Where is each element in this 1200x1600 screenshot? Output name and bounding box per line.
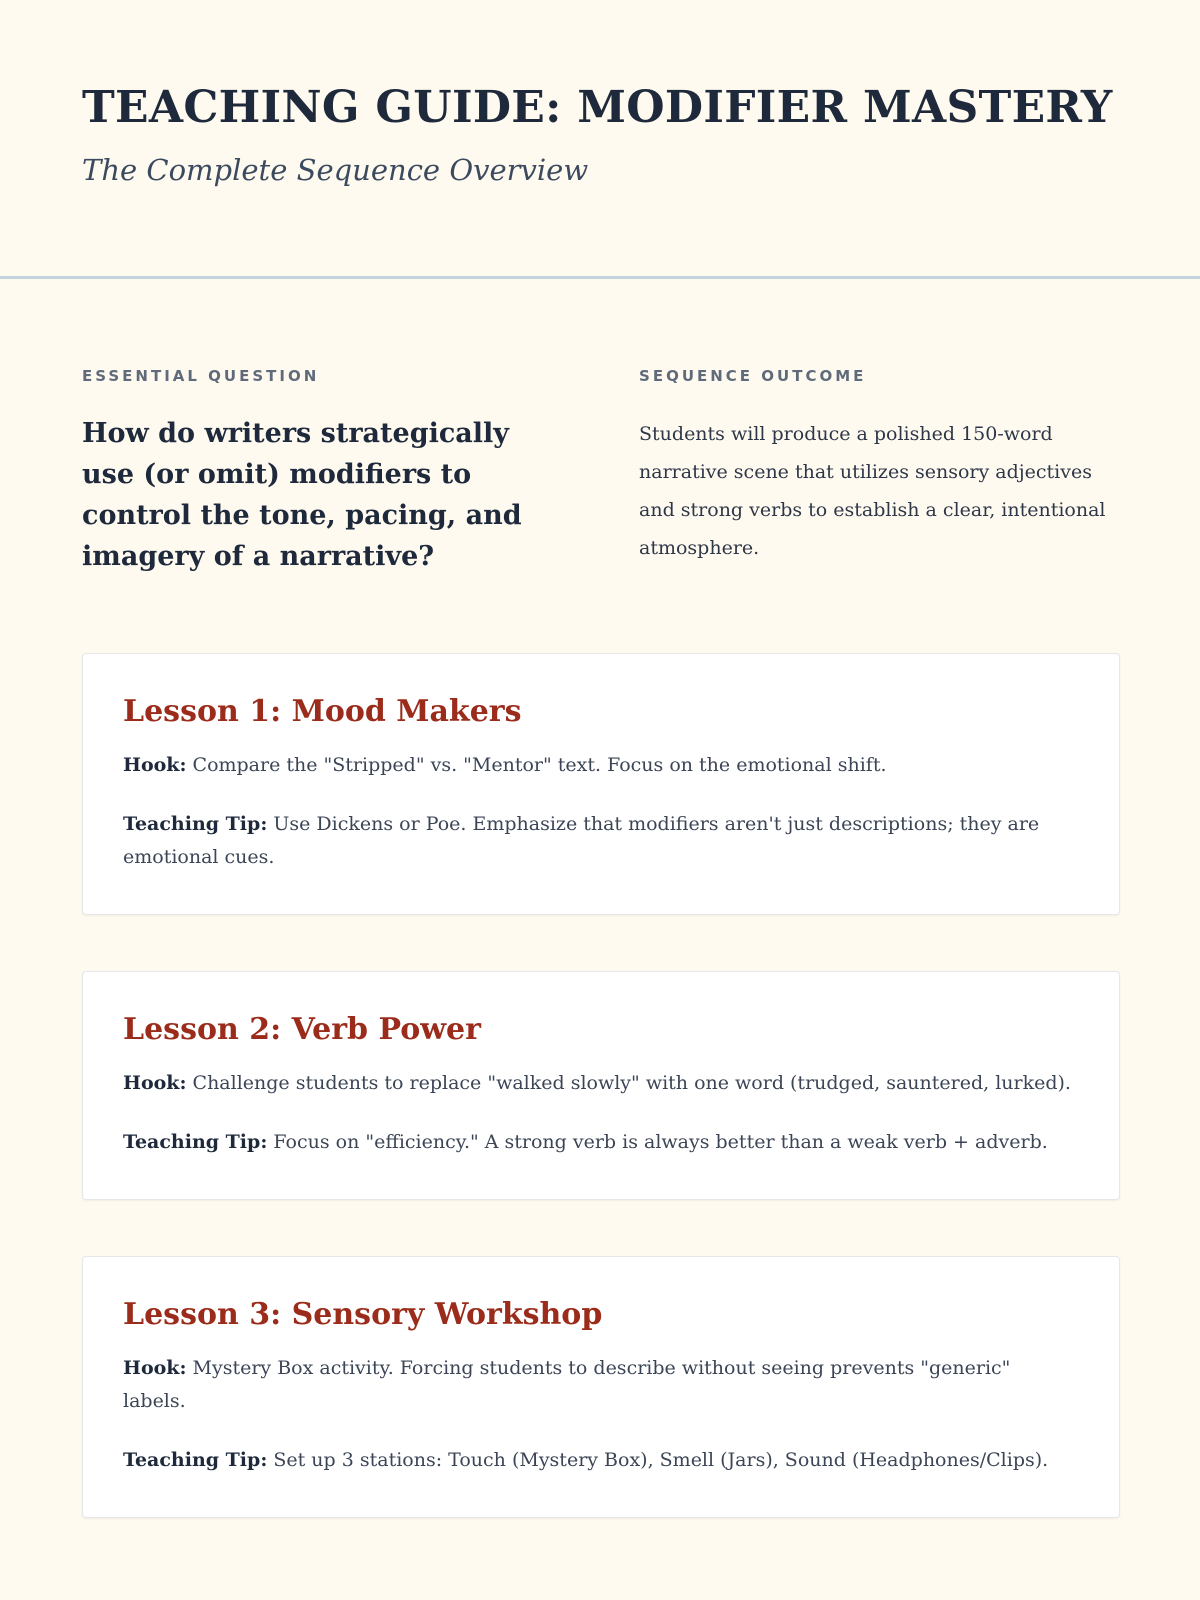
lesson-tip — [123, 808, 1079, 874]
essential-question-label: ESSENTIAL QUESTION — [82, 367, 320, 385]
hook-text: Challenge students to replace "walked slowly" with one word (trudged, sauntered, lurked). — [192, 1072, 1071, 1094]
sequence-outcome-label: SEQUENCE OUTCOME — [639, 367, 867, 385]
tip-text: Focus on "efficiency." A strong verb is always better than a weak verb + adverb. — [273, 1131, 1048, 1153]
essential-question-section — [82, 367, 551, 577]
tip-text: Use Dickens or Poe. Emphasize that modifiers aren't just descriptions; they are emotional cues. — [123, 813, 1040, 868]
lesson-card-1 — [82, 653, 1120, 915]
hook-label: Hook: — [123, 1357, 187, 1379]
hook-label: Hook: — [123, 754, 187, 776]
page-subtitle: The Complete Sequence Overview — [82, 153, 589, 187]
lesson-card-2 — [82, 971, 1120, 1200]
lesson-title: Lesson 3: Sensory Workshop — [123, 1297, 603, 1332]
lesson-list — [0, 653, 1200, 1518]
lesson-tip — [123, 1126, 1079, 1159]
tip-text: Set up 3 stations: Touch (Mystery Box), Smell (Jars), Sound (Headphones/Clips). — [273, 1449, 1049, 1471]
sequence-outcome-text: Students will produce a polished 150-word narrative scene that utilizes sensory adjectives and strong verbs to establish a clear, intentional atmosphere. — [639, 423, 1106, 559]
lesson-title: Lesson 1: Mood Makers — [123, 694, 522, 729]
lesson-hook — [123, 749, 1079, 782]
essential-question-text: How do writers strategically use (or omit) modifiers to control the tone, pacing, and imagery of a narrative? — [82, 418, 522, 572]
lesson-title: Lesson 2: Verb Power — [123, 1012, 481, 1047]
hook-text: Mystery Box activity. Forcing students to describe without seeing prevents "generic" labels. — [123, 1357, 1011, 1412]
page-header — [0, 0, 1200, 279]
hook-label: Hook: — [123, 1072, 187, 1094]
sequence-outcome-section — [639, 367, 1118, 577]
page-title: TEACHING GUIDE: MODIFIER MASTERY — [82, 82, 1113, 133]
lesson-tip — [123, 1444, 1079, 1477]
tip-label: Teaching Tip: — [123, 813, 268, 835]
tip-label: Teaching Tip: — [123, 1449, 268, 1471]
tip-label: Teaching Tip: — [123, 1131, 268, 1153]
lesson-card-3 — [82, 1256, 1120, 1518]
lesson-hook — [123, 1352, 1079, 1418]
sequence-overview — [0, 367, 1200, 577]
lesson-hook — [123, 1067, 1079, 1100]
hook-text: Compare the "Stripped" vs. "Mentor" text. Focus on the emotional shift. — [192, 754, 887, 776]
